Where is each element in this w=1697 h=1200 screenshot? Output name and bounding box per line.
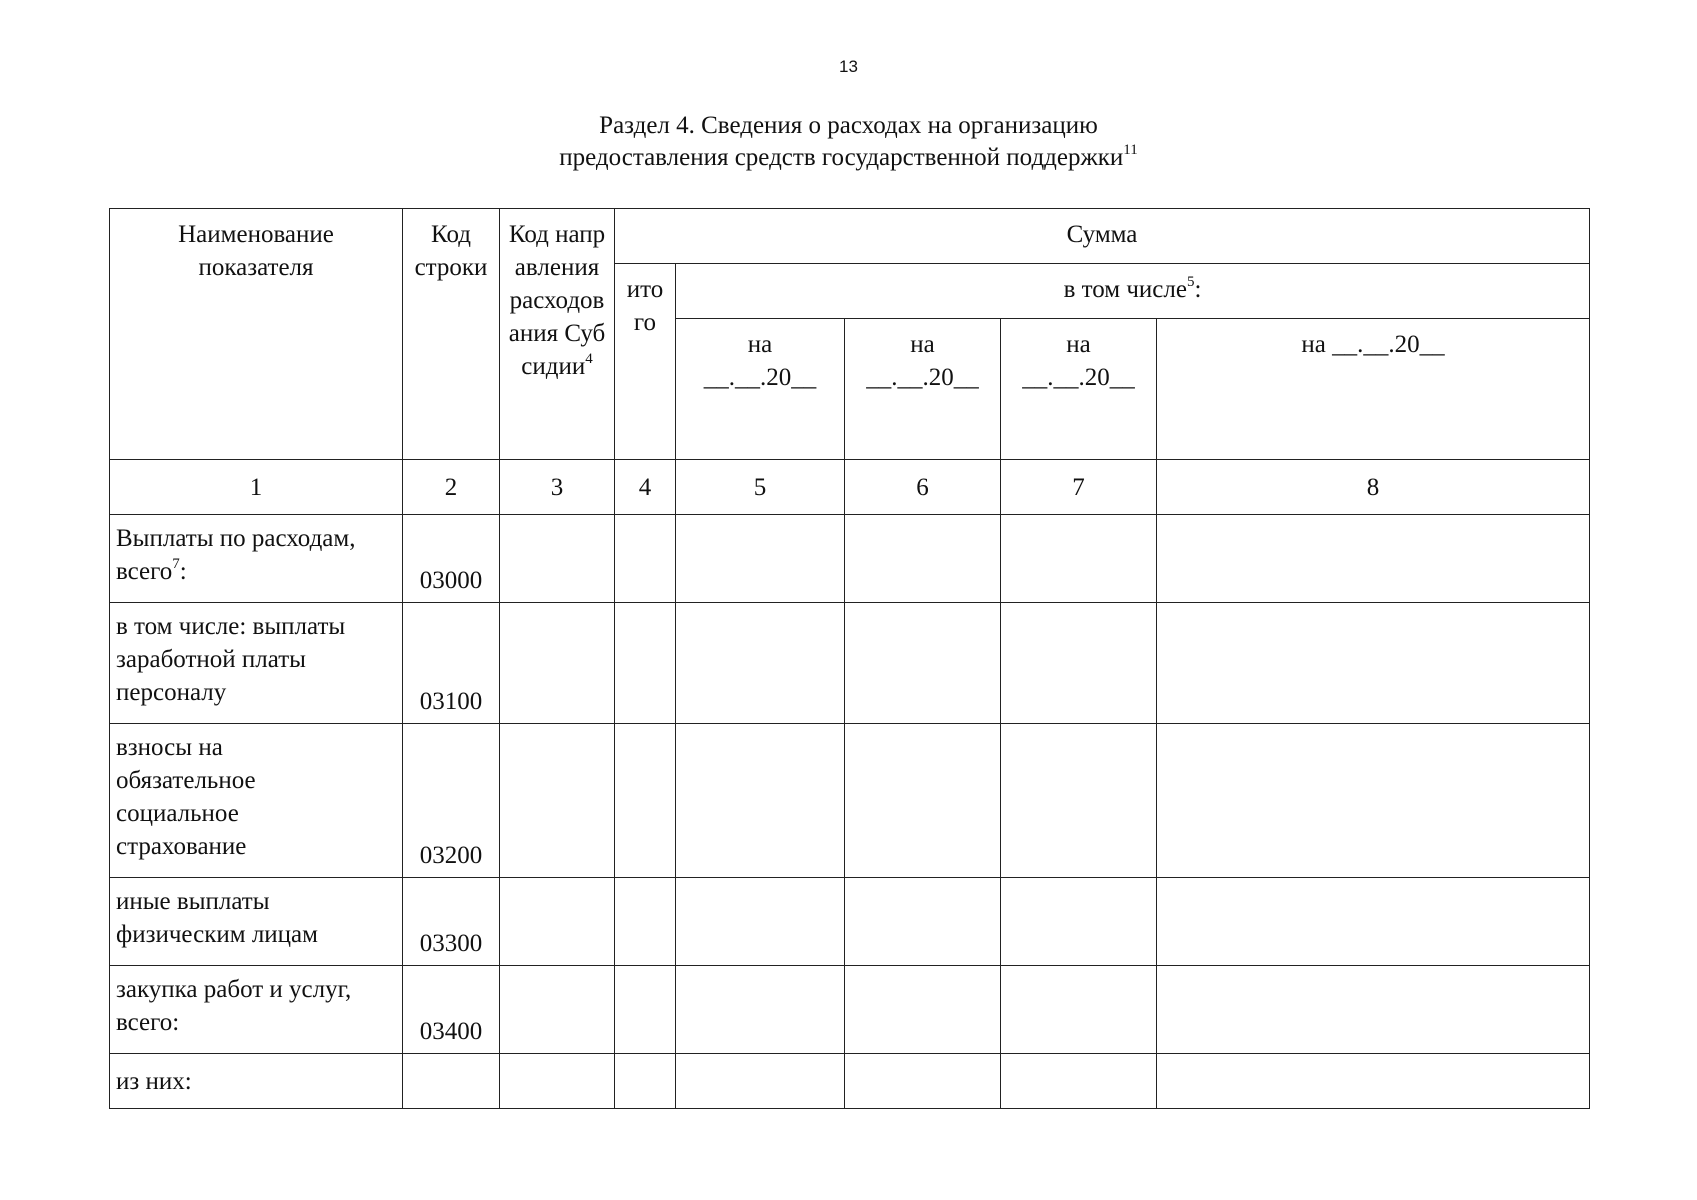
data-cell[interactable]	[845, 603, 1001, 724]
data-cell[interactable]	[500, 1054, 615, 1109]
row-name-suffix: :	[179, 558, 187, 585]
data-cell[interactable]	[676, 724, 845, 878]
data-cell[interactable]	[1001, 878, 1157, 966]
header-date-col-6	[845, 319, 1001, 460]
header-including-label: в том числе	[1063, 276, 1187, 303]
data-cell[interactable]	[500, 603, 615, 724]
column-number: 3	[500, 460, 615, 515]
header-date-col-5	[676, 319, 845, 460]
header-date-col-8-label: на __.__.20__	[1301, 331, 1445, 358]
data-cell[interactable]	[1001, 1054, 1157, 1109]
row-name-text: Выплаты по расходам, всего	[116, 525, 356, 585]
data-cell[interactable]	[845, 515, 1001, 603]
header-name-label: Наименование показателя	[178, 221, 334, 281]
table-row	[110, 878, 1590, 966]
section-title-line2-text: предоставления средств государственной поддержки	[559, 144, 1124, 171]
row-name-footnote: 7	[172, 555, 180, 572]
header-including	[676, 264, 1590, 319]
header-direction-code-footnote: 4	[585, 350, 593, 367]
table-row	[110, 966, 1590, 1054]
row-code: 03000	[403, 515, 500, 603]
section-title-line1: Раздел 4. Сведения о расходах на организацию	[599, 112, 1098, 139]
data-cell[interactable]	[1001, 515, 1157, 603]
expenses-table	[109, 208, 1590, 1109]
header-including-footnote: 5	[1186, 273, 1195, 290]
data-cell[interactable]	[1157, 724, 1590, 878]
data-cell[interactable]	[676, 515, 845, 603]
row-name	[110, 515, 403, 603]
header-date-col-5-label: на __.__.20__	[703, 331, 817, 391]
page-number: 13	[839, 57, 858, 76]
data-cell[interactable]	[845, 1054, 1001, 1109]
table-row	[110, 515, 1590, 603]
header-row-code-label: Код строки	[414, 221, 488, 281]
header-sum-label: Сумма	[1066, 221, 1138, 248]
data-cell[interactable]	[676, 1054, 845, 1109]
header-total-label: итого	[626, 276, 664, 336]
header-direction-code-label: Код направления расходования Субсидии	[508, 221, 606, 380]
column-number: 4	[615, 460, 676, 515]
data-cell[interactable]	[845, 966, 1001, 1054]
section-title-line2	[0, 142, 1697, 174]
header-sum	[615, 209, 1590, 264]
data-cell[interactable]	[615, 724, 676, 878]
data-cell[interactable]	[615, 603, 676, 724]
table-row	[110, 603, 1590, 724]
row-name: из них:	[110, 1054, 403, 1109]
header-total	[615, 264, 676, 460]
data-cell[interactable]	[676, 878, 845, 966]
row-code: 03100	[403, 603, 500, 724]
data-cell[interactable]	[500, 515, 615, 603]
data-cell[interactable]	[676, 966, 845, 1054]
data-cell[interactable]	[1157, 966, 1590, 1054]
data-cell[interactable]	[1157, 1054, 1590, 1109]
data-cell[interactable]	[615, 1054, 676, 1109]
column-number: 8	[1157, 460, 1590, 515]
header-date-col-7	[1001, 319, 1157, 460]
table-row	[110, 724, 1590, 878]
row-name: иные выплаты физическим лицам	[110, 878, 403, 966]
data-cell[interactable]	[615, 878, 676, 966]
column-number: 2	[403, 460, 500, 515]
data-cell[interactable]	[500, 966, 615, 1054]
header-date-col-7-label: на __.__.20__	[1022, 331, 1135, 391]
data-cell[interactable]	[845, 878, 1001, 966]
header-date-col-8	[1157, 319, 1590, 460]
data-cell[interactable]	[1001, 603, 1157, 724]
data-cell[interactable]	[1157, 515, 1590, 603]
header-row-code	[403, 209, 500, 460]
header-direction-code	[500, 209, 615, 460]
data-cell[interactable]	[615, 966, 676, 1054]
row-code: 03200	[403, 724, 500, 878]
header-date-col-6-label: на __.__.20__	[866, 331, 979, 391]
column-number: 5	[676, 460, 845, 515]
data-cell[interactable]	[676, 603, 845, 724]
row-name: в том числе: выплаты заработной платы персоналу	[110, 603, 403, 724]
row-name: взносы на обязательное социальное страхование	[110, 724, 403, 878]
column-number: 6	[845, 460, 1001, 515]
column-number: 1	[110, 460, 403, 515]
data-cell[interactable]	[500, 878, 615, 966]
section-title-footnote: 11	[1123, 141, 1138, 158]
row-code: 03400	[403, 966, 500, 1054]
data-cell[interactable]	[500, 724, 615, 878]
data-cell[interactable]	[1001, 724, 1157, 878]
header-including-suffix: :	[1194, 276, 1202, 303]
data-cell[interactable]	[1157, 878, 1590, 966]
row-name: закупка работ и услуг, всего:	[110, 966, 403, 1054]
data-cell[interactable]	[1001, 966, 1157, 1054]
section-title	[0, 110, 1697, 174]
row-code	[403, 1054, 500, 1109]
header-name	[110, 209, 403, 460]
table-row	[110, 1054, 1590, 1109]
data-cell[interactable]	[615, 515, 676, 603]
column-number: 7	[1001, 460, 1157, 515]
data-cell[interactable]	[845, 724, 1001, 878]
column-numbers-row	[110, 460, 1590, 515]
data-cell[interactable]	[1157, 603, 1590, 724]
row-code: 03300	[403, 878, 500, 966]
